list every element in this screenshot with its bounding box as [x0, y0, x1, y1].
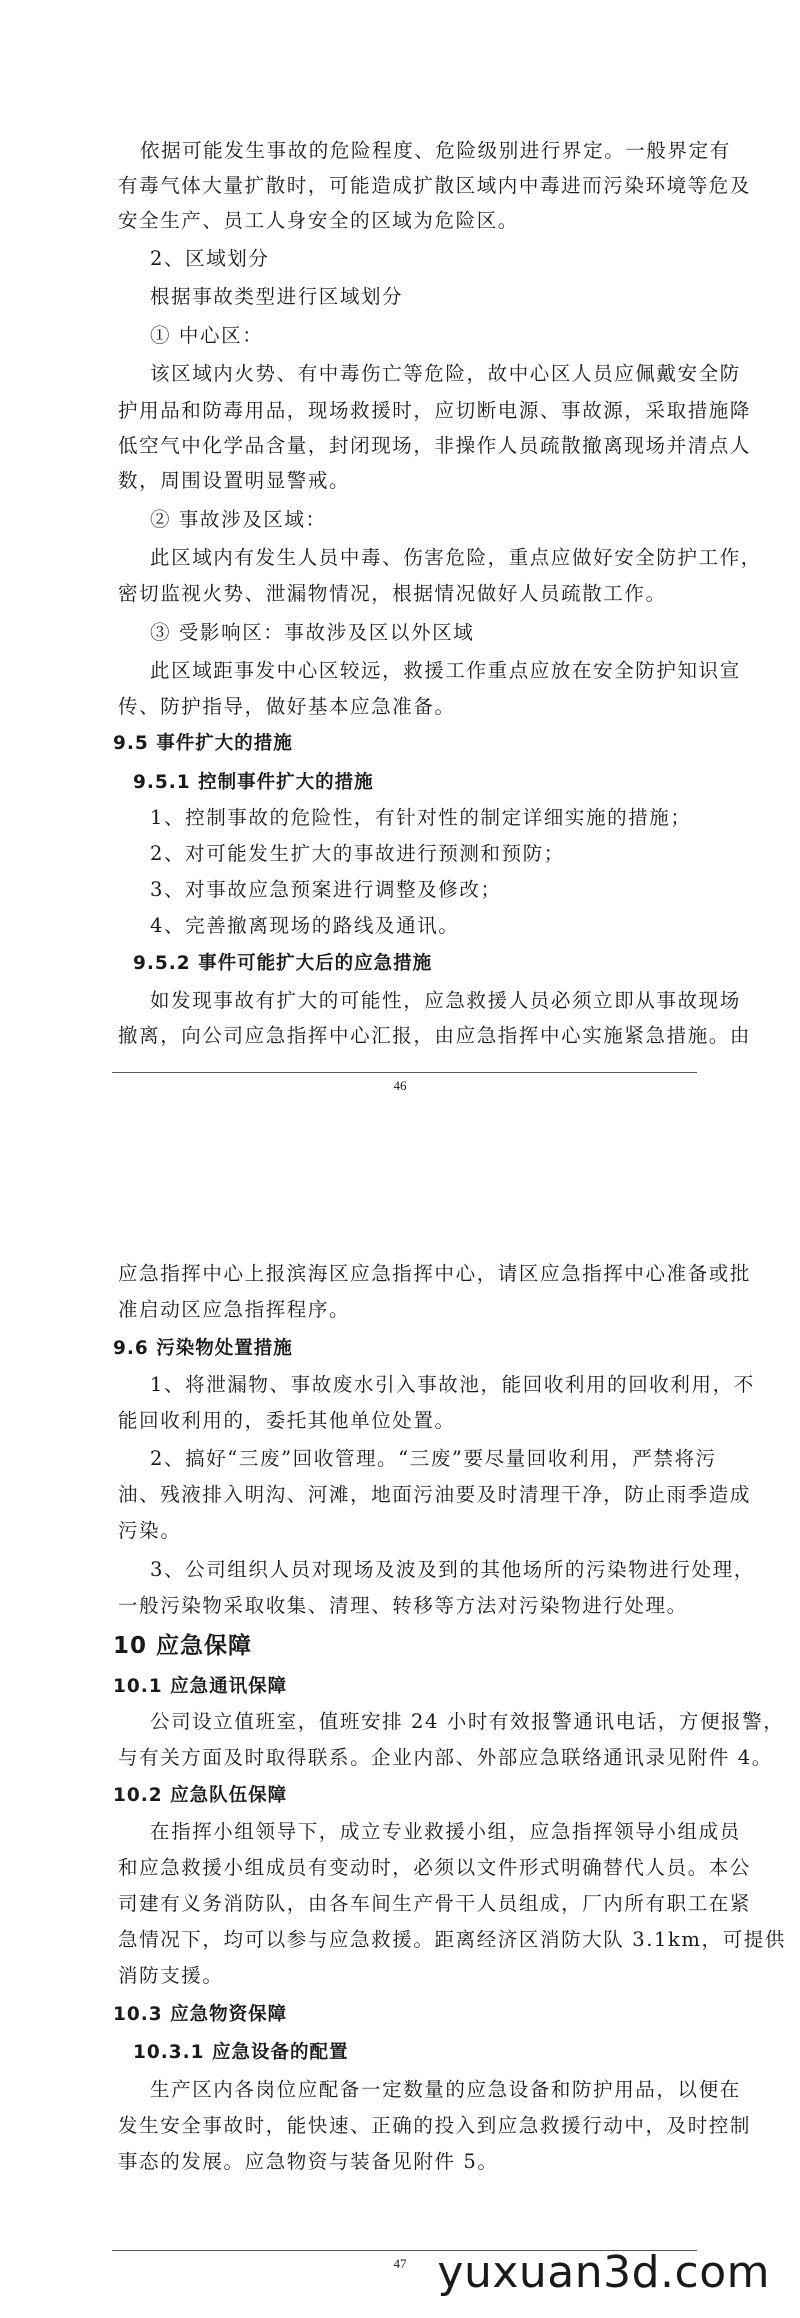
watermark-text: yuxuan3d.com — [437, 2247, 770, 2298]
paragraph-line: 司建有义务消防队，由各车间生产骨干人员组成，厂内所有职工在紧 — [118, 1892, 752, 1915]
footer-rule — [112, 1072, 697, 1073]
paragraph-line: 如发现事故有扩大的可能性，应急救援人员必须立即从事故现场 — [150, 989, 741, 1012]
paragraph-line: 1、将泄漏物、事故废水引入事故池，能回收利用的回收利用，不 — [150, 1373, 755, 1396]
paragraph-line: 和应急救援小组成员有变动时，必须以文件形式明确替代人员。本公 — [118, 1856, 752, 1879]
paragraph-line: 此区域内有发生人员中毒、伤害危险，重点应做好安全防护工作， — [150, 546, 762, 569]
paragraph-line: 应急指挥中心上报滨海区应急指挥中心，请区应急指挥中心准备或批 — [118, 1262, 752, 1285]
list-item: 2、对可能发生扩大的事故进行预测和预防； — [150, 842, 565, 865]
paragraph-line: 一般污染物采取收集、清理、转移等方法对污染物进行处理。 — [118, 1594, 688, 1617]
chapter-heading-10: 10 应急保障 — [113, 1633, 253, 1659]
paragraph-line: 能回收利用的，委托其他单位处置。 — [118, 1409, 456, 1432]
list-item: 1、控制事故的危险性，有针对性的制定详细实施的措施； — [150, 806, 692, 829]
list-label: ① 中心区： — [150, 324, 264, 347]
document-page-46 — [0, 0, 800, 1130]
section-label: 2、区域划分 — [150, 247, 270, 270]
paragraph-line: 此区域距事发中心区较远，救援工作重点应放在安全防护知识宣 — [150, 659, 741, 682]
list-label: ② 事故涉及区域： — [150, 508, 327, 531]
paragraph-line: 发生安全事故时，能快速、正确的投入到应急救援行动中，及时控制 — [118, 2114, 752, 2137]
paragraph-line: 数，周围设置明显警戒。 — [118, 469, 351, 492]
list-item: 3、对事故应急预案进行调整及修改； — [150, 878, 502, 901]
paragraph-line: 该区域内火势、有中毒伤亡等危险，故中心区人员应佩戴安全防 — [150, 362, 741, 385]
paragraph-line: 消防支援。 — [118, 1964, 224, 1987]
paragraph-line: 事态的发展。应急物资与装备见附件 5。 — [118, 2150, 499, 2173]
page-number: 47 — [393, 2256, 407, 2271]
paragraph-line: 安全生产、员工人身安全的区域为危险区。 — [118, 209, 519, 232]
subsection-heading-9-5-1: 9.5.1 控制事件扩大的措施 — [133, 772, 374, 793]
paragraph-line: 有毒气体大量扩散时，可能造成扩散区域内中毒进而污染环境等危及 — [118, 174, 752, 197]
paragraph-line: 污染。 — [118, 1519, 182, 1542]
paragraph-line: 根据事故类型进行区域划分 — [150, 285, 404, 308]
paragraph-line: 公司设立值班室，值班安排 24 小时有效报警通讯电话，方便报警， — [150, 1710, 785, 1733]
section-heading-10-3: 10.3 应急物资保障 — [113, 2004, 288, 2025]
section-heading-9-6: 9.6 污染物处置措施 — [113, 1338, 293, 1359]
subsection-heading-10-3-1: 10.3.1 应急设备的配置 — [133, 2042, 349, 2063]
paragraph-line: 生产区内各岗位应配备一定数量的应急设备和防护用品，以便在 — [150, 2078, 741, 2101]
section-heading-9-5: 9.5 事件扩大的措施 — [113, 733, 293, 754]
list-label: ③ 受影响区：事故涉及区以外区域 — [150, 621, 475, 644]
paragraph-line: 急情况下，均可以参与应急救援。距离经济区消防大队 3.1km，可提供 — [118, 1928, 786, 1951]
paragraph-line: 低空气中化学品含量，封闭现场，非操作人员疏散撤离现场并清点人 — [118, 434, 752, 457]
paragraph-line: 传、防护指导，做好基本应急准备。 — [118, 695, 456, 718]
paragraph-line: 在指挥小组领导下，成立专业救援小组，应急指挥领导小组成员 — [150, 1820, 741, 1843]
paragraph-line: 护用品和防毒用品，现场救援时，应切断电源、事故源，采取措施降 — [118, 399, 752, 422]
paragraph-line: 与有关方面及时取得联系。企业内部、外部应急联络通讯录见附件 4。 — [118, 1746, 773, 1769]
paragraph-line: 3、公司组织人员对现场及波及到的其他场所的污染物进行处理， — [150, 1558, 755, 1581]
document-page-47 — [0, 1230, 800, 2318]
list-item: 4、完善撤离现场的路线及通讯。 — [150, 914, 460, 937]
paragraph-line: 油、残液排入明沟、河滩，地面污油要及时清理干净，防止雨季造成 — [118, 1483, 752, 1506]
page-number: 46 — [393, 1078, 407, 1093]
subsection-heading-9-5-2: 9.5.2 事件可能扩大后的应急措施 — [133, 953, 433, 974]
paragraph-line: 依据可能发生事故的危险程度、危险级别进行界定。一般界定有 — [140, 139, 731, 162]
section-heading-10-1: 10.1 应急通讯保障 — [113, 1676, 288, 1697]
paragraph-line: 密切监视火势、泄漏物情况，根据情况做好人员疏散工作。 — [118, 582, 667, 605]
paragraph-line: 2、搞好“三废”回收管理。“三废”要尽量回收利用，严禁将污 — [150, 1447, 717, 1470]
section-heading-10-2: 10.2 应急队伍保障 — [113, 1785, 288, 1806]
paragraph-line: 准启动区应急指挥程序。 — [118, 1298, 351, 1321]
paragraph-line: 撤离，向公司应急指挥中心汇报，由应急指挥中心实施紧急措施。由 — [118, 1024, 752, 1047]
